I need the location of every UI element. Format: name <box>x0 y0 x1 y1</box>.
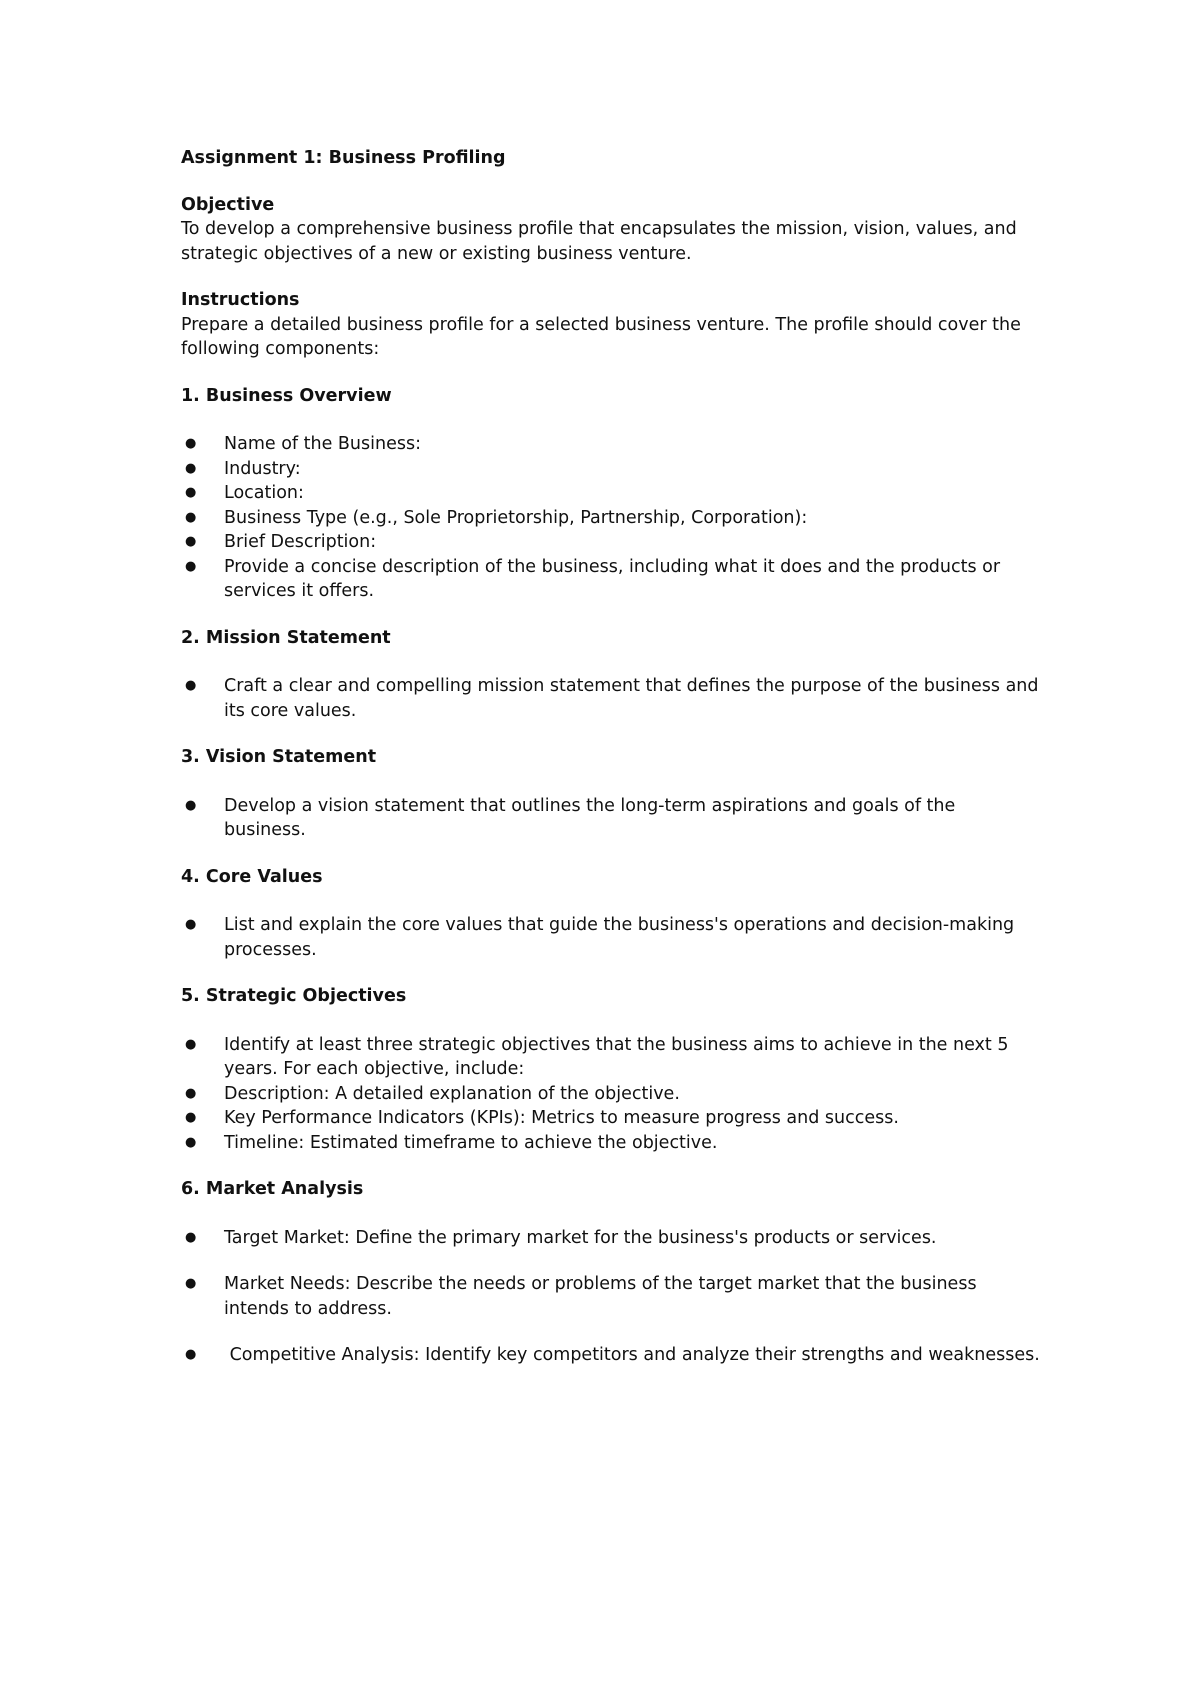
bullet-icon: ● <box>185 1134 197 1150</box>
objective-text: To develop a comprehensive business profile that encapsulates the mission, vision, values, and strategic objectives of a new or existing business venture. <box>181 219 1017 264</box>
list-item: ● Target Market: Define the primary market for the business's products or services. <box>181 1226 1041 1251</box>
vision-statement-list <box>181 794 1041 843</box>
list-item: ● Provide a concise description of the business, including what it does and the products or services it offers. <box>185 556 1001 601</box>
bullet-icon: ● <box>185 1347 197 1362</box>
section-heading-mission-statement: 2. Mission Statement <box>181 627 391 648</box>
bullet-icon: ● <box>185 1276 197 1291</box>
strategic-objectives-list <box>181 1033 1041 1156</box>
list-item: ● Develop a vision statement that outlines the long-term aspirations and goals of the business. <box>185 795 956 840</box>
section-heading-strategic-objectives: 5. Strategic Objectives <box>181 986 407 1006</box>
list-item: ● Name of the Business: <box>181 432 1041 457</box>
list-item: ● Key Performance Indicators (KPIs): Metrics to measure progress and success. <box>181 1106 1041 1131</box>
list-item: ● Industry: <box>181 457 1041 482</box>
bullet-icon: ● <box>185 797 197 813</box>
list-item: ● Timeline: Estimated timeframe to achieve the objective. <box>181 1131 1041 1156</box>
objective-block <box>181 193 1041 267</box>
section-heading-market-analysis: 6. Market Analysis <box>181 1179 364 1199</box>
section-heading-core-values: 4. Core Values <box>181 866 323 887</box>
list-item: ● List and explain the core values that guide the business's operations and decision-making processes. <box>185 915 1015 960</box>
bullet-icon: ● <box>185 1085 197 1101</box>
list-item: ● Business Type (e.g., Sole Proprietorship, Partnership, Corporation): <box>181 506 1041 531</box>
list-item: ● Description: A detailed explanation of the objective. <box>181 1082 1041 1107</box>
business-overview-list <box>181 432 1041 604</box>
instructions-text: Prepare a detailed business profile for a selected business venture. The profile should cover the following components: <box>181 314 1021 359</box>
bullet-icon: ● <box>185 558 197 574</box>
bullet-icon: ● <box>185 436 197 451</box>
bullet-icon: ● <box>185 509 197 525</box>
document-page <box>181 146 1041 1390</box>
list-item: ● Location: <box>181 481 1041 506</box>
bullet-icon: ● <box>185 917 197 932</box>
list-item: ● Brief Description: <box>181 530 1041 555</box>
bullet-icon: ● <box>185 485 197 500</box>
document-title: Assignment 1: Business Profiling <box>181 148 506 168</box>
instructions-heading: Instructions <box>181 290 300 310</box>
bullet-icon: ● <box>185 678 197 693</box>
section-heading-business-overview: 1. Business Overview <box>181 385 392 406</box>
bullet-icon: ● <box>185 1110 197 1125</box>
bullet-icon: ● <box>185 1229 197 1245</box>
bullet-icon: ● <box>185 460 197 476</box>
list-item: ● Competitive Analysis: Identify key competitors and analyze their strengths and weaknesses. <box>181 1343 1041 1368</box>
mission-statement-list <box>181 674 1041 723</box>
objective-heading: Objective <box>181 194 275 215</box>
market-analysis-list <box>181 1226 1041 1368</box>
bullet-icon: ● <box>185 1036 197 1052</box>
list-item: ● Market Needs: Describe the needs or problems of the target market that the business intends to address. <box>185 1274 977 1319</box>
section-heading-vision-statement: 3. Vision Statement <box>181 747 377 767</box>
core-values-list <box>181 913 1041 962</box>
bullet-icon: ● <box>185 534 197 549</box>
list-item: ● Craft a clear and compelling mission statement that defines the purpose of the business and its core values. <box>185 676 1039 721</box>
list-item: ● Identify at least three strategic objectives that the business aims to achieve in the next 5 years. For each objective, include: <box>185 1034 1009 1079</box>
instructions-block <box>181 288 1041 362</box>
